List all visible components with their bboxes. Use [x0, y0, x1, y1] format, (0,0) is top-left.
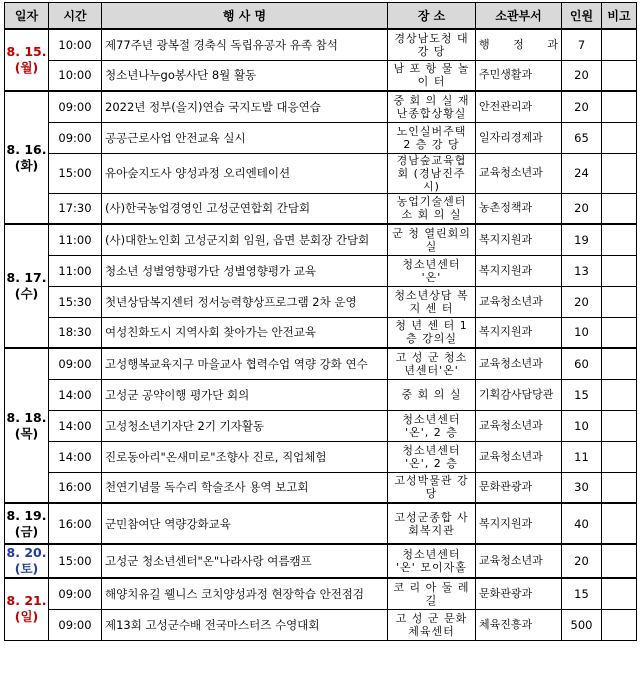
table-row [5, 224, 637, 255]
count-cell: 11 [562, 441, 602, 472]
time-cell: 09:00 [49, 609, 102, 640]
event-cell: 고성행복교육지구 마을교사 협력수업 역량 강화 연수 [102, 348, 388, 379]
header-row [5, 3, 637, 30]
date-cell [5, 224, 49, 348]
place-cell: 고 성 군 청소년센터'온' [388, 348, 476, 379]
place-cell: 청소년센터 '온' 모이자홀 [388, 544, 476, 578]
place-cell: 중 회 의 실 재난종합상황실 [388, 91, 476, 122]
place-cell: 청소년상담 복 지 센 터 [388, 286, 476, 317]
table-row [5, 379, 637, 410]
header-count: 인원 [562, 3, 602, 30]
header-note: 비고 [602, 3, 637, 30]
schedule-body [5, 29, 637, 640]
time-cell: 14:00 [49, 441, 102, 472]
time-cell: 14:00 [49, 410, 102, 441]
count-cell: 20 [562, 286, 602, 317]
dept-cell: 복지지원과 [476, 503, 562, 544]
date-cell [5, 503, 49, 544]
event-cell: (사)대한노인회 고성군지회 임원, 읍면 분회장 간담회 [102, 224, 388, 255]
dept-cell: 복지지원과 [476, 255, 562, 286]
place-cell: 고 성 군 문화체육센터 [388, 609, 476, 640]
event-cell: 진로동아리"온새미로"조향사 진로, 직업체험 [102, 441, 388, 472]
event-cell: 고성군 공약이행 평가단 회의 [102, 379, 388, 410]
event-cell: 제13회 고성군수배 전국마스터즈 수영대회 [102, 609, 388, 640]
table-row [5, 29, 637, 60]
time-cell: 11:00 [49, 255, 102, 286]
date-cell [5, 29, 49, 91]
count-cell: 65 [562, 122, 602, 153]
date-text: 8. 19. [6, 507, 47, 523]
dept-cell: 체육진흥과 [476, 609, 562, 640]
note-cell [602, 410, 637, 441]
count-cell: 15 [562, 379, 602, 410]
count-cell: 30 [562, 472, 602, 503]
count-cell: 20 [562, 91, 602, 122]
place-cell: 코 리 아 둘 레 길 [388, 578, 476, 609]
note-cell [602, 472, 637, 503]
time-cell: 18:30 [49, 317, 102, 348]
time-cell: 10:00 [49, 29, 102, 60]
table-row [5, 544, 637, 578]
weekday-text: (수) [14, 286, 39, 301]
count-cell: 15 [562, 578, 602, 609]
date-text: 8. 15. [6, 44, 47, 59]
count-cell: 24 [562, 153, 602, 193]
count-cell: 10 [562, 317, 602, 348]
note-cell [602, 122, 637, 153]
event-cell: 해양치유길 웰니스 코치양성과정 현장학습 안전점검 [102, 578, 388, 609]
table-row [5, 255, 637, 286]
note-cell [602, 578, 637, 609]
time-cell: 09:00 [49, 91, 102, 122]
header-event: 행 사 명 [102, 3, 388, 30]
dept-cell: 농촌정책과 [476, 193, 562, 224]
weekday-text: (일) [14, 609, 39, 625]
count-cell: 20 [562, 544, 602, 578]
date-text: 8. 17. [6, 270, 47, 285]
event-cell: 2022년 정부(을지)연습 국지도발 대응연습 [102, 91, 388, 122]
date-text: 8. 16. [6, 141, 47, 157]
header-place: 장 소 [388, 3, 476, 30]
time-cell: 09:00 [49, 578, 102, 609]
time-cell: 15:30 [49, 286, 102, 317]
place-cell: 고성군종합 사회복지관 [388, 503, 476, 544]
schedule-table-wrapper [4, 2, 637, 641]
time-cell: 09:00 [49, 122, 102, 153]
count-cell: 19 [562, 224, 602, 255]
time-cell: 15:00 [49, 153, 102, 193]
dept-cell: 교육청소년과 [476, 441, 562, 472]
time-cell: 17:30 [49, 193, 102, 224]
table-row [5, 153, 637, 193]
note-cell [602, 379, 637, 410]
place-cell: 군 청 열린회의실 [388, 224, 476, 255]
event-cell: 청소년 성별영향평가단 성별영향평가 교육 [102, 255, 388, 286]
count-cell: 7 [562, 29, 602, 60]
time-cell: 11:00 [49, 224, 102, 255]
place-cell: 농업기술센터 소 회 의 실 [388, 193, 476, 224]
time-cell: 16:00 [49, 503, 102, 544]
date-text: 8. 20. [6, 545, 47, 560]
place-cell: 경상남도청 대 강 당 [388, 29, 476, 60]
note-cell [602, 441, 637, 472]
event-cell: 고성청소년기자단 2기 기자활동 [102, 410, 388, 441]
weekday-text: (목) [14, 425, 39, 441]
time-cell: 14:00 [49, 379, 102, 410]
weekday-text: (월) [14, 60, 39, 75]
dept-cell: 교육청소년과 [476, 544, 562, 578]
table-row [5, 317, 637, 348]
count-cell: 20 [562, 60, 602, 91]
place-cell: 경남숲교육협회 (경남진주시) [388, 153, 476, 193]
dept-cell: 복지지원과 [476, 224, 562, 255]
dept-cell: 안전관리과 [476, 91, 562, 122]
schedule-table [4, 2, 637, 641]
event-cell: 천연기념물 독수리 학술조사 용역 보고회 [102, 472, 388, 503]
note-cell [602, 503, 637, 544]
count-cell: 60 [562, 348, 602, 379]
header-time: 시간 [49, 3, 102, 30]
count-cell: 10 [562, 410, 602, 441]
dept-cell: 교육청소년과 [476, 410, 562, 441]
note-cell [602, 29, 637, 60]
date-cell [5, 348, 49, 503]
dept-cell: 일자리경제과 [476, 122, 562, 153]
date-cell [5, 91, 49, 224]
place-cell: 청 년 센 터 1층 강의실 [388, 317, 476, 348]
time-cell: 16:00 [49, 472, 102, 503]
date-cell [5, 578, 49, 640]
table-row [5, 472, 637, 503]
date-text: 8. 18. [6, 409, 47, 425]
table-row [5, 578, 637, 609]
event-cell: 첫년상담복지센터 정서능력향상프로그램 2차 운영 [102, 286, 388, 317]
note-cell [602, 317, 637, 348]
weekday-text: (토) [14, 561, 39, 576]
event-cell: 군민참여단 역량강화교육 [102, 503, 388, 544]
note-cell [602, 193, 637, 224]
event-cell: 공공근로사업 안전교육 실시 [102, 122, 388, 153]
dept-cell: 주민생활과 [476, 60, 562, 91]
place-cell: 남 포 항 물 놀 이 터 [388, 60, 476, 91]
dept-cell: 복지지원과 [476, 317, 562, 348]
dept-cell: 교육청소년과 [476, 286, 562, 317]
time-cell: 10:00 [49, 60, 102, 91]
time-cell: 15:00 [49, 544, 102, 578]
table-row [5, 122, 637, 153]
place-cell: 청소년센터 '온' [388, 255, 476, 286]
event-cell: (사)한국농업경영인 고성군연합회 간담회 [102, 193, 388, 224]
dept-cell: 문화관광과 [476, 472, 562, 503]
dept-cell: 교육청소년과 [476, 153, 562, 193]
place-cell: 청소년센터 '온', 2 층 [388, 410, 476, 441]
event-cell: 유아숲지도사 양성과정 오리엔테이션 [102, 153, 388, 193]
table-row [5, 193, 637, 224]
table-row [5, 348, 637, 379]
dept-cell: 문화관광과 [476, 578, 562, 609]
table-row [5, 441, 637, 472]
count-cell: 13 [562, 255, 602, 286]
note-cell [602, 255, 637, 286]
event-cell: 여성친화도시 지역사회 찾아가는 안전교육 [102, 317, 388, 348]
header-date: 일자 [5, 3, 49, 30]
table-row [5, 410, 637, 441]
table-row [5, 91, 637, 122]
dept-cell: 행 정 과 [476, 29, 562, 60]
event-cell: 청소년나누go봉사단 8월 활동 [102, 60, 388, 91]
table-row [5, 60, 637, 91]
note-cell [602, 91, 637, 122]
dept-cell: 교육청소년과 [476, 348, 562, 379]
place-cell: 청소년센터 '온', 2 층 [388, 441, 476, 472]
place-cell: 고성박물관 강 당 [388, 472, 476, 503]
date-text: 8. 21. [6, 593, 47, 609]
note-cell [602, 286, 637, 317]
count-cell: 500 [562, 609, 602, 640]
table-row [5, 286, 637, 317]
dept-cell: 기획감사담당관 [476, 379, 562, 410]
event-cell: 고성군 청소년센터"온"나라사랑 여름캠프 [102, 544, 388, 578]
table-row [5, 609, 637, 640]
note-cell [602, 60, 637, 91]
note-cell [602, 348, 637, 379]
note-cell [602, 609, 637, 640]
weekday-text: (화) [14, 157, 39, 173]
note-cell [602, 153, 637, 193]
table-row [5, 503, 637, 544]
event-cell: 제77주년 광복절 경축식 독립유공자 유족 참석 [102, 29, 388, 60]
count-cell: 40 [562, 503, 602, 544]
weekday-text: (금) [14, 523, 39, 539]
header-dept: 소관부서 [476, 3, 562, 30]
place-cell: 노인실버주택 2 층 강 당 [388, 122, 476, 153]
date-cell [5, 544, 49, 578]
note-cell [602, 224, 637, 255]
count-cell: 20 [562, 193, 602, 224]
place-cell: 중 회 의 실 [388, 379, 476, 410]
note-cell [602, 544, 637, 578]
time-cell: 09:00 [49, 348, 102, 379]
